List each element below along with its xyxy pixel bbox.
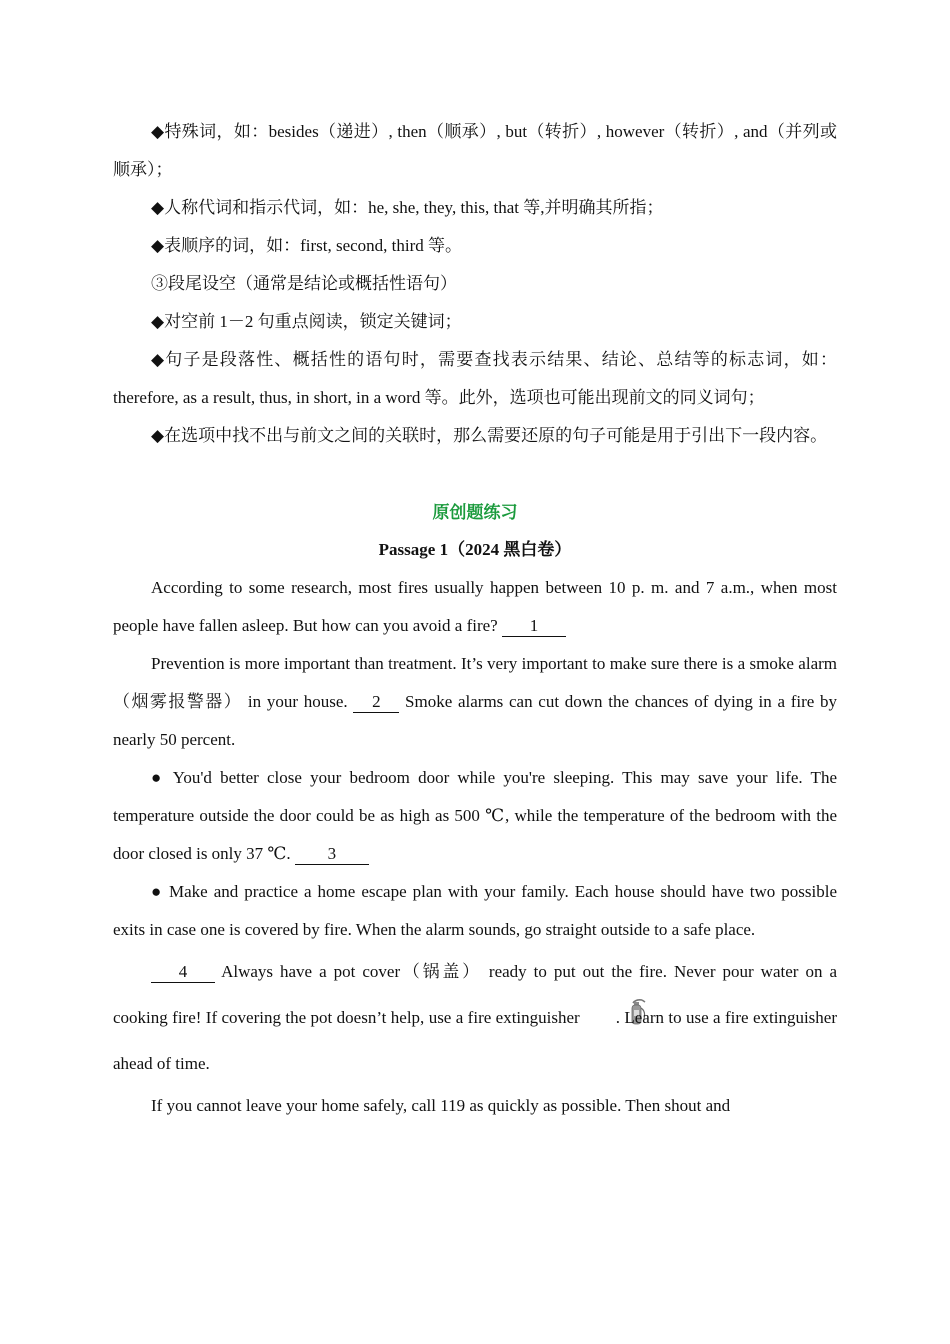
tip-next-paragraph: ◆在选项中找不出与前文之间的关联时，那么需要还原的句子可能是用于引出下一段内容。 — [151, 426, 828, 445]
paragraph-text: Smoke alarms can cut down the chances of dying in a fire by nearly 50 percent. — [113, 692, 838, 749]
blank-4[interactable]: 4 — [151, 962, 215, 983]
blank-2[interactable]: 2 — [353, 692, 399, 713]
passage-paragraph-4: ● Make and practice a home escape plan with your family. Each house should have two possible exits in case one is covered by fire. When the alarm sounds, go straight outside to a safe place. — [113, 882, 837, 939]
passage-paragraph-5 — [113, 949, 837, 1087]
tip-pronouns: ◆人称代词和指示代词，如：he, she, they, this, that 等,并明确其所指； — [151, 198, 664, 217]
passage-title: Passage 1（2024 黑白卷） — [378, 540, 572, 559]
paragraph-text: Always have a pot cover（锅盖） ready to put out the fire. Never pour water on a cooking fire! If covering the pot doesn’t help, use a fire extinguisher — [113, 962, 837, 1027]
paragraph-text: ● You'd better close your bedroom door while you're sleeping. This may save your life. The temperature outside the door could be as high as 500 ℃, while the temperature of the bedroom with the door closed is only 37 ℃. — [113, 768, 837, 863]
blank-1[interactable]: 1 — [502, 616, 566, 637]
passage-paragraph-1 — [113, 569, 837, 645]
tip-special-words: ◆特殊词，如：besides（递进）, then（顺承）, but（转折）, however（转折）, and（并列或顺承）； — [113, 122, 837, 179]
fire-extinguisher-icon — [586, 997, 612, 1027]
section-title: 原创题练习 — [432, 503, 518, 522]
paragraph-text: According to some research, most fires usually happen between 10 p. m. and 7 a.m., when most people have fallen asleep. But how can you avoid a fire? — [113, 578, 837, 635]
paragraph-text: . Learn to use a fire extinguisher ahead of time. — [113, 1008, 837, 1073]
passage-paragraph-6: If you cannot leave your home safely, call 119 as quickly as possible. Then shout and — [151, 1096, 731, 1115]
paragraph-text: Prevention is more important than treatment. It’s very important to make sure there is a smoke alarm（烟雾报警器） in your house. — [113, 654, 837, 711]
passage-paragraph-3 — [113, 759, 837, 873]
blank-3[interactable]: 3 — [295, 844, 369, 865]
passage-paragraph-2 — [113, 645, 837, 759]
tip-order-words: ◆表顺序的词，如：first, second, third 等。 — [151, 236, 463, 255]
tip-end-gap-title: ③段尾设空（通常是结论或概括性语句） — [151, 274, 457, 293]
tip-read-before: ◆对空前 1－2 句重点阅读，锁定关键词； — [151, 312, 462, 331]
spacer — [113, 455, 837, 493]
document-page — [113, 113, 837, 1125]
tip-summary-sentence: ◆句子是段落性、概括性的语句时，需要查找表示结果、结论、总结等的标志词，如：therefore, as a result, thus, in short, in a word 等。此外，选项也可能出现前文的同义词句； — [113, 350, 837, 407]
